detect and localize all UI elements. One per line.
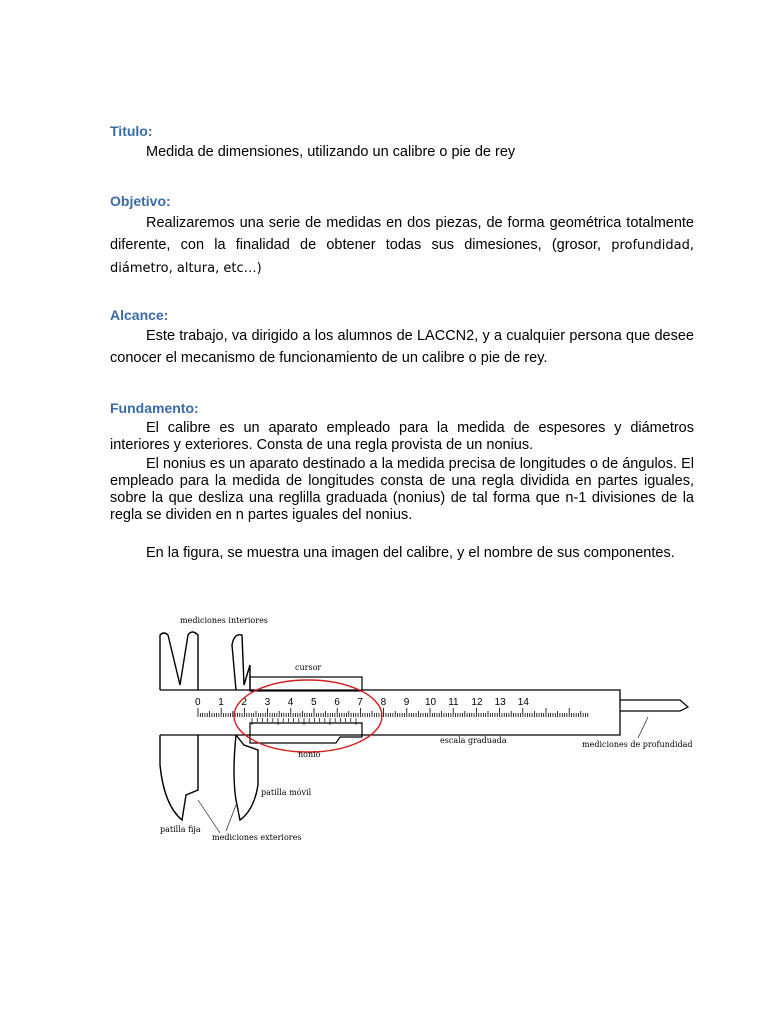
scale-number: 3: [264, 697, 271, 708]
scale-number: 4: [287, 697, 294, 708]
scale-number: 8: [380, 697, 387, 708]
fundamento-p2: El nonius es un aparato destinado a la medida precisa de longitudes o de ángulos. El empleado para la medida de longitudes consta de una regla dividida en partes iguales, sobre la que desliza una reglilla graduada (nonius) de tal forma que n-1 divisiones de la regla se dividen en n partes iguales del nonius.: [110, 456, 694, 523]
scale-number: 2: [241, 697, 247, 708]
scale-number: 7: [357, 697, 363, 708]
leader-exteriores-2: [226, 805, 236, 831]
scale-number: 12: [471, 697, 483, 708]
objetivo-heading: Objetivo:: [110, 193, 171, 209]
leader-profundidad: [638, 717, 648, 738]
scale-number: 1: [218, 697, 224, 708]
nonio-slider: [250, 723, 362, 743]
scale-number: 9: [403, 697, 410, 708]
fundamento-p3: En la figura, se muestra una imagen del calibre, y el nombre de sus componentes.: [146, 545, 675, 561]
caliper-figure: [140, 605, 700, 850]
scale-number: 13: [494, 697, 506, 708]
titulo-heading: Titulo:: [110, 123, 153, 139]
label-patilla-fija: patilla fija: [160, 825, 201, 834]
caliper-beam: [160, 690, 620, 735]
titulo-text: Medida de dimensiones, utilizando un calibre o pie de rey: [146, 144, 516, 160]
leader-exteriores-1: [198, 800, 220, 833]
scale-number: 0: [195, 697, 201, 708]
label-mediciones-profundidad: mediciones de profundidad: [582, 740, 693, 749]
alcance-heading: Alcance:: [110, 307, 169, 323]
movable-jaw: [232, 635, 258, 820]
scale-numbers: [195, 697, 529, 708]
fundamento-heading: Fundamento:: [110, 400, 199, 416]
label-patilla-movil: patilla móvil: [261, 788, 312, 797]
fixed-jaw: [160, 632, 198, 820]
fundamento-p1: El calibre es un aparato empleado para la medida de espesores y diámetros interiores y exteriores. Consta de una regla provista de un nonius.: [110, 420, 694, 453]
scale-number: 14: [517, 697, 529, 708]
cursor-frame: [250, 677, 362, 691]
scale-number: 6: [334, 697, 340, 708]
scale-number: 11: [448, 697, 459, 708]
objetivo-text: [110, 212, 694, 280]
scale-number: 10: [425, 697, 437, 708]
alcance-text: Este trabajo, va dirigido a los alumnos de LACCN2, y a cualquier persona que desee conocer el mecanismo de funcionamiento de un calibre o pie de rey.: [110, 328, 694, 366]
label-nonio: nonio: [298, 750, 321, 759]
vernier-scale-ticks: [252, 718, 356, 725]
objetivo-text-main: Realizaremos una serie de medidas en dos piezas, de forma geométrica totalmente diferente, con la finalidad de obtener todas sus dimesiones, (grosor,: [110, 215, 694, 253]
objetivo-text-tail: profundidad, diámetro, altura, etc…): [110, 238, 694, 276]
label-cursor: cursor: [295, 663, 322, 672]
scale-number: 5: [311, 697, 317, 708]
label-mediciones-exteriores: mediciones exteriores: [212, 833, 302, 842]
depth-rod: [620, 700, 688, 711]
main-scale-ticks: [198, 708, 588, 717]
label-mediciones-interiores: mediciones interiores: [180, 616, 268, 625]
label-escala-graduada: escala graduada: [440, 736, 507, 745]
